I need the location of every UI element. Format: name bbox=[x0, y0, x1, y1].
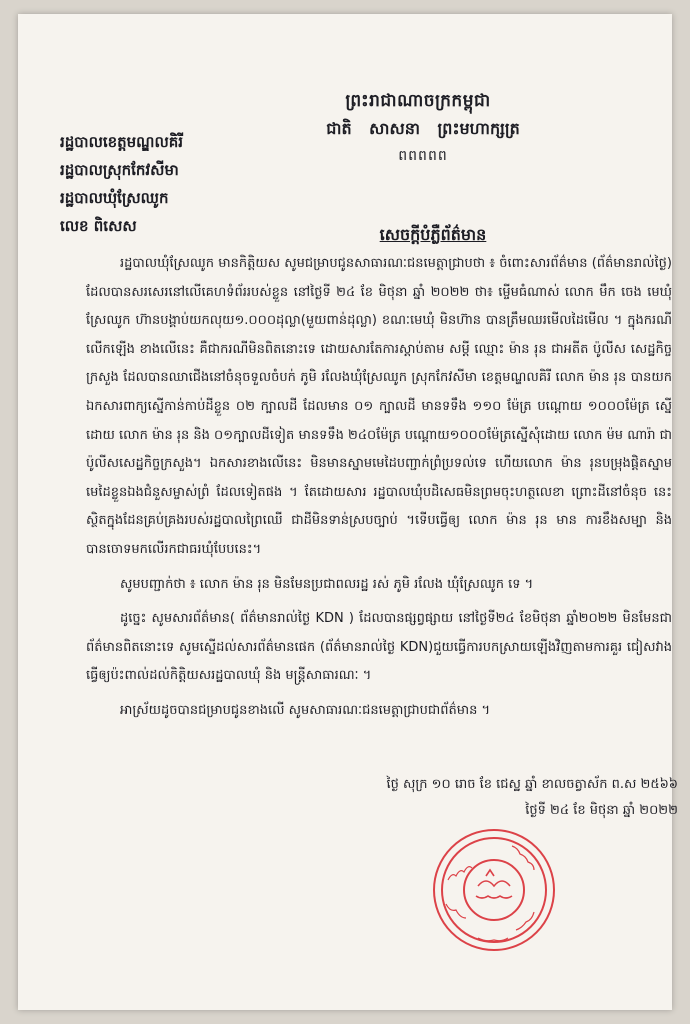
document-page bbox=[18, 14, 678, 1010]
body-paragraph-2: សូមបញ្ជាក់ថា ៖ លោក ម៉ាន រុន មិនមែនប្រជាពលរដ្ឋ រស់ ភូមិ រលែង ឃុំស្រែឈូក ទេ ។ bbox=[120, 576, 534, 592]
sender-block bbox=[60, 128, 183, 240]
official-seal-stamp bbox=[428, 824, 560, 956]
document-number: លេខ ពិសេស bbox=[60, 217, 137, 235]
body-paragraph-1: រដ្ឋបាលឃុំស្រែឈូក មានកិត្តិយស សូមជម្រាបជូនសាធារណៈជនមេត្តាជ្រាបថា ៖ ចំពោះសារព័ត៌មាន (ព័ត៌មានរាល់ថ្ងៃ) ដែលបានសរសេរនៅលើគេហទំព័ររបស់ខ្លួន នៅថ្ងៃទី ២៤ ខែ មិថុនា ឆ្នាំ ២០២២ ថា៖ ម្ចើមធំណាស់ លោក មឹក ចេង មេឃុំស្រែឈូក ហ៊ានបង្គាប់យកលុយ១.០០០ដុល្លា(មួយពាន់ដុល្លា) ខណៈមេឃុំ មិនហ៊ាន បានត្រឹមឈរមើលដៃមើល ។ ក្នុងករណីលើកឡើង ខាងលើនេះ គឺជាករណីមិនពិតនោះទេ ដោយសារតែការស្តាប់តាម សម្តី ឈ្មោះ ម៉ាន រុន ជាអតីត ប៉ូលីស សេដ្ឋកិច្ច ក្រសួង ដែលបានឈាជើងនៅចំនុចទួលចំបក់ ភូមិ រលែងឃុំស្រែឈូក ស្រុកកែវសីមា ខេត្តមណ្ឌលគិរី លោក ម៉ាន រុន បានយកឯកសារពាក្យស្នើកាន់កាប់ដីខ្លួន ០២ ក្បាលដី ដែលមាន ០១ ក្បាលដី មានទទឹង ១១០ ម៉ែត្រ បណ្តោយ ១០០០ម៉ែត្រ ស្នើដោយ លោក ម៉ាន រុន និង ០១ក្បាលដីទៀត មានទទឹង ២៤០ម៉ែត្រ បណ្តោយ១០០០ម៉ែត្រស្នើសុំដោយ លោក ម៉ម ណារ៉ា ជាប៉ូលីសសេដ្ឋកិច្ចក្រសួង។ ឯកសារខាងលើនេះ មិនមានស្នាមមេដៃបញ្ជាក់ព្រំប្រទល់ទេ ហើយលោក ម៉ាន រុនបម្រុងផ្តិតស្នាមមេដៃខ្លួនឯងជំនួសម្ចាស់ព្រំ ដែលទៀតផង ។ តែដោយសារ រដ្ឋបាលឃុំបដិសេធមិនព្រមចុះហត្ថលេខា ព្រោះដីនៅចំនុច នេះ ស្ថិតក្នុងដែនគ្រប់គ្រងរបស់រដ្ឋបាលព្រៃឈើ ជាដីមិនទាន់ស្របច្បាប់ ។ទើបធ្វើឲ្យ លោក ម៉ាន រុន មាន ការខឹងសម្បា និង បានចោទមកលើរកជាធរឃុំបែបនេះ។ bbox=[86, 256, 672, 557]
sender-province: រដ្ឋបាលខេត្តមណ្ឌលគិរី bbox=[60, 133, 184, 151]
solar-date: ថ្ងៃទី ២៤ ខែ មិថុនា ឆ្នាំ ២០២២ bbox=[525, 803, 678, 818]
sender-commune: រដ្ឋបាលឃុំស្រែឈូក bbox=[60, 189, 169, 207]
seal-center-signature bbox=[476, 870, 512, 898]
seal-inner-ring bbox=[464, 860, 524, 920]
date-block bbox=[318, 772, 678, 824]
kingdom-heading: ព្រះរាជាណាចក្រកម្ពុជា bbox=[345, 91, 491, 111]
seal-middle-ring bbox=[442, 838, 546, 942]
document-body bbox=[86, 250, 672, 732]
separator-mark: ពពពពព bbox=[398, 148, 448, 164]
national-motto: ជាតិ សាសនា ព្រះមហាក្សត្រ bbox=[326, 119, 520, 138]
lunar-date: ថ្ងៃ សុក្រ ១០ រោច ខែ ជេស្ឋ ឆ្នាំ ខាលចត្វាស័ក ព.ស ២៥៦៦ bbox=[386, 777, 678, 792]
sender-district: រដ្ឋបាលស្រុកកែវសីមា bbox=[60, 161, 179, 179]
document-title: សេចក្តីបំភ្លឺព័ត៌មាន bbox=[379, 225, 487, 244]
seal-outer-ring bbox=[434, 830, 554, 950]
body-paragraph-3: ដូច្នេះ សូមសារព័ត៌មាន( ព័ត៌មានរាល់ថ្ងៃ KDN ) ដែលបានផ្សព្វផ្សាយ នៅថ្ងៃទី២៤ ខែមិថុនា ឆ្នាំ២០២២ មិនមែនជាព័ត៌មានពិតនោះទេ សូមស្នើដល់សារព័ត៌មានផេក (ព័ត៌មានរាល់ថ្ងៃ KDN)ជួយធ្វើការបកស្រាយឡើងវិញតាមការគួរ ជៀសវាងធ្វើឲ្យប៉ះពាល់ដល់កិត្តិយសរដ្ឋបាលឃុំ និង មន្ត្រីសាធារណៈ ។ bbox=[86, 611, 672, 684]
body-paragraph-4: អាស្រ័យដូចបានជម្រាបជូនខាងលើ សូមសាធារណៈជនមេត្តាជ្រាបជាព័ត៌មាន ។ bbox=[120, 702, 491, 718]
